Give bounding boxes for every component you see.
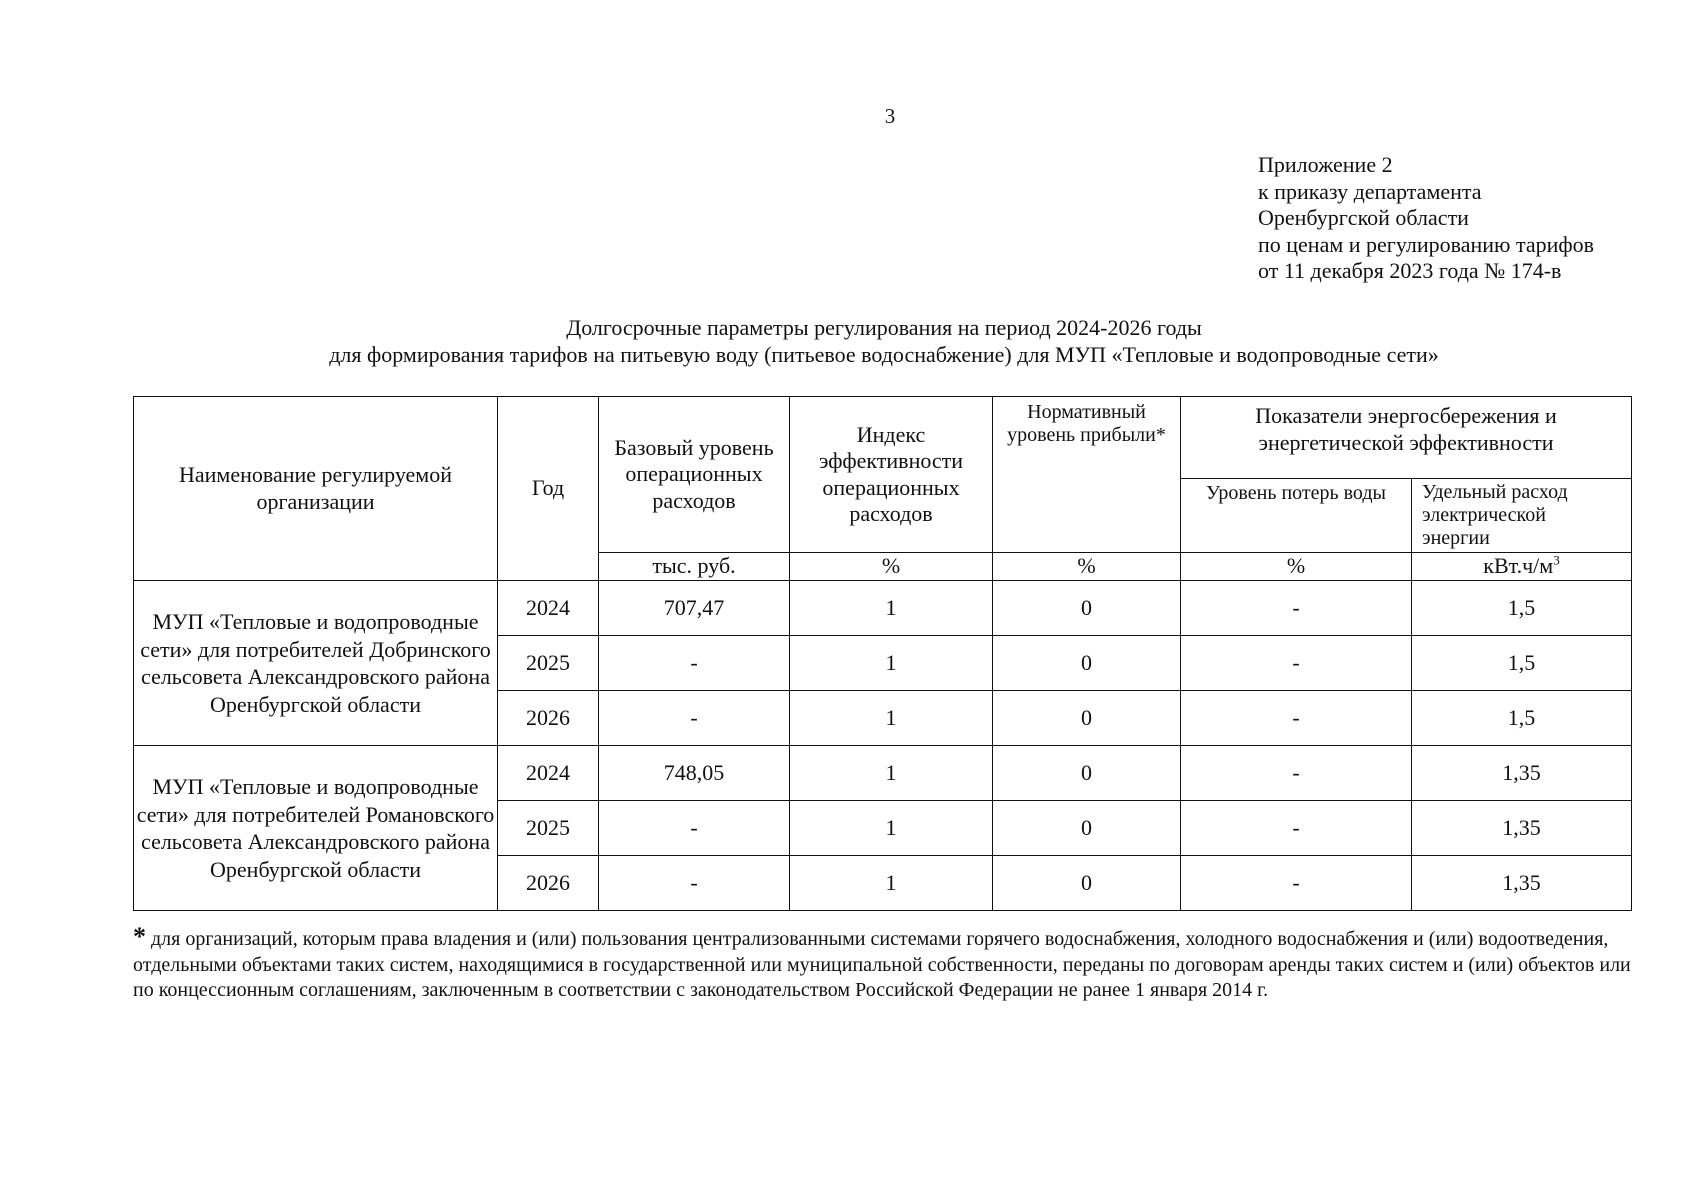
header-year: Год — [498, 397, 599, 581]
appendix-line: по ценам и регулированию тарифов — [1258, 231, 1595, 257]
header-energy-group: Показатели энергосбережения и энергетической эффективности — [1181, 397, 1632, 479]
org-name-cell: МУП «Тепловые и водопроводные сети» для потребителей Романовского сельсовета Александровского района Оренбургской области — [134, 746, 498, 911]
water-loss-cell: - — [1181, 801, 1412, 856]
power-use-cell: 1,5 — [1412, 636, 1632, 691]
profit-level-cell: 0 — [993, 581, 1181, 636]
efficiency-index-cell: 1 — [790, 856, 993, 911]
unit-water-loss: % — [1181, 553, 1412, 581]
unit-efficiency-index: % — [790, 553, 993, 581]
base-costs-cell: 748,05 — [599, 746, 790, 801]
power-use-cell: 1,5 — [1412, 581, 1632, 636]
table-row — [134, 581, 1632, 636]
profit-level-cell: 0 — [993, 691, 1181, 746]
profit-level-cell: 0 — [993, 746, 1181, 801]
year-cell: 2026 — [498, 691, 599, 746]
appendix-block — [1258, 152, 1594, 285]
org-name-cell: МУП «Тепловые и водопроводные сети» для потребителей Добринского сельсовета Александровского района Оренбургской области — [134, 581, 498, 746]
water-loss-cell: - — [1181, 856, 1412, 911]
unit-profit-level: % — [993, 553, 1181, 581]
year-cell: 2026 — [498, 856, 599, 911]
year-cell: 2025 — [498, 636, 599, 691]
base-costs-cell: - — [599, 801, 790, 856]
appendix-line: от 11 декабря 2023 года № 174-в — [1258, 258, 1562, 283]
base-costs-cell: - — [599, 636, 790, 691]
base-costs-cell: - — [599, 691, 790, 746]
year-cell: 2024 — [498, 581, 599, 636]
header-base-costs: Базовый уровень операционных расходов — [599, 397, 790, 553]
efficiency-index-cell: 1 — [790, 746, 993, 801]
water-loss-cell: - — [1181, 581, 1412, 636]
year-cell: 2024 — [498, 746, 599, 801]
appendix-line: Приложение 2 — [1258, 152, 1393, 177]
appendix-line: к приказу департамента — [1258, 178, 1482, 204]
profit-level-cell: 0 — [993, 856, 1181, 911]
power-use-cell: 1,35 — [1412, 801, 1632, 856]
title-line-2: для формирования тарифов на питьевую воду (питьевое водоснабжение) для МУП «Тепловые и водопроводные сети» — [329, 342, 1439, 367]
profit-level-cell: 0 — [993, 801, 1181, 856]
document-title — [134, 314, 1634, 368]
efficiency-index-cell: 1 — [790, 801, 993, 856]
table-row — [134, 746, 1632, 801]
footnote — [133, 924, 1643, 1004]
efficiency-index-cell: 1 — [790, 691, 993, 746]
header-efficiency-index: Индекс эффективности операционных расходов — [790, 397, 993, 553]
footnote-text: для организаций, которым права владения и (или) пользования централизованными системами горячего водоснабжения, холодного водоснабжения и (или) водоотведения, отдельными объектами таких систем, находящимися в государственной или муниципальной собственности, переданы по договорам аренды таких систем и (или) объектов или по концессионным соглашениям, заключенным в соответствии с законодательством Российской Федерации не ранее 1 января 2014 г. — [133, 928, 1631, 1001]
profit-level-cell: 0 — [993, 636, 1181, 691]
unit-power-use — [1412, 553, 1632, 581]
base-costs-cell: 707,47 — [599, 581, 790, 636]
water-loss-cell: - — [1181, 691, 1412, 746]
power-use-cell: 1,5 — [1412, 691, 1632, 746]
appendix-line: Оренбургской области — [1258, 205, 1469, 230]
unit-base-costs: тыс. руб. — [599, 553, 790, 581]
header-power-use: Удельный расход электрической энергии — [1412, 479, 1632, 553]
unit-power-use-text: кВт.ч/м — [1483, 553, 1554, 579]
title-line-1: Долгосрочные параметры регулирования на период 2024-2026 годы — [566, 315, 1202, 340]
efficiency-index-cell: 1 — [790, 636, 993, 691]
page-number: 3 — [884, 104, 896, 128]
tariff-parameters-table — [133, 396, 1632, 911]
footnote-marker: * — [133, 922, 146, 951]
power-use-cell: 1,35 — [1412, 856, 1632, 911]
header-row — [134, 397, 1632, 479]
water-loss-cell: - — [1181, 636, 1412, 691]
header-profit-level: Нормативный уровень прибыли* — [993, 397, 1181, 553]
year-cell: 2025 — [498, 801, 599, 856]
base-costs-cell: - — [599, 856, 790, 911]
water-loss-cell: - — [1181, 746, 1412, 801]
power-use-cell: 1,35 — [1412, 746, 1632, 801]
header-org: Наименование регулируемой организации — [134, 397, 498, 581]
unit-power-use-sup: 3 — [1553, 552, 1560, 568]
header-water-loss: Уровень потерь воды — [1181, 479, 1412, 553]
efficiency-index-cell: 1 — [790, 581, 993, 636]
